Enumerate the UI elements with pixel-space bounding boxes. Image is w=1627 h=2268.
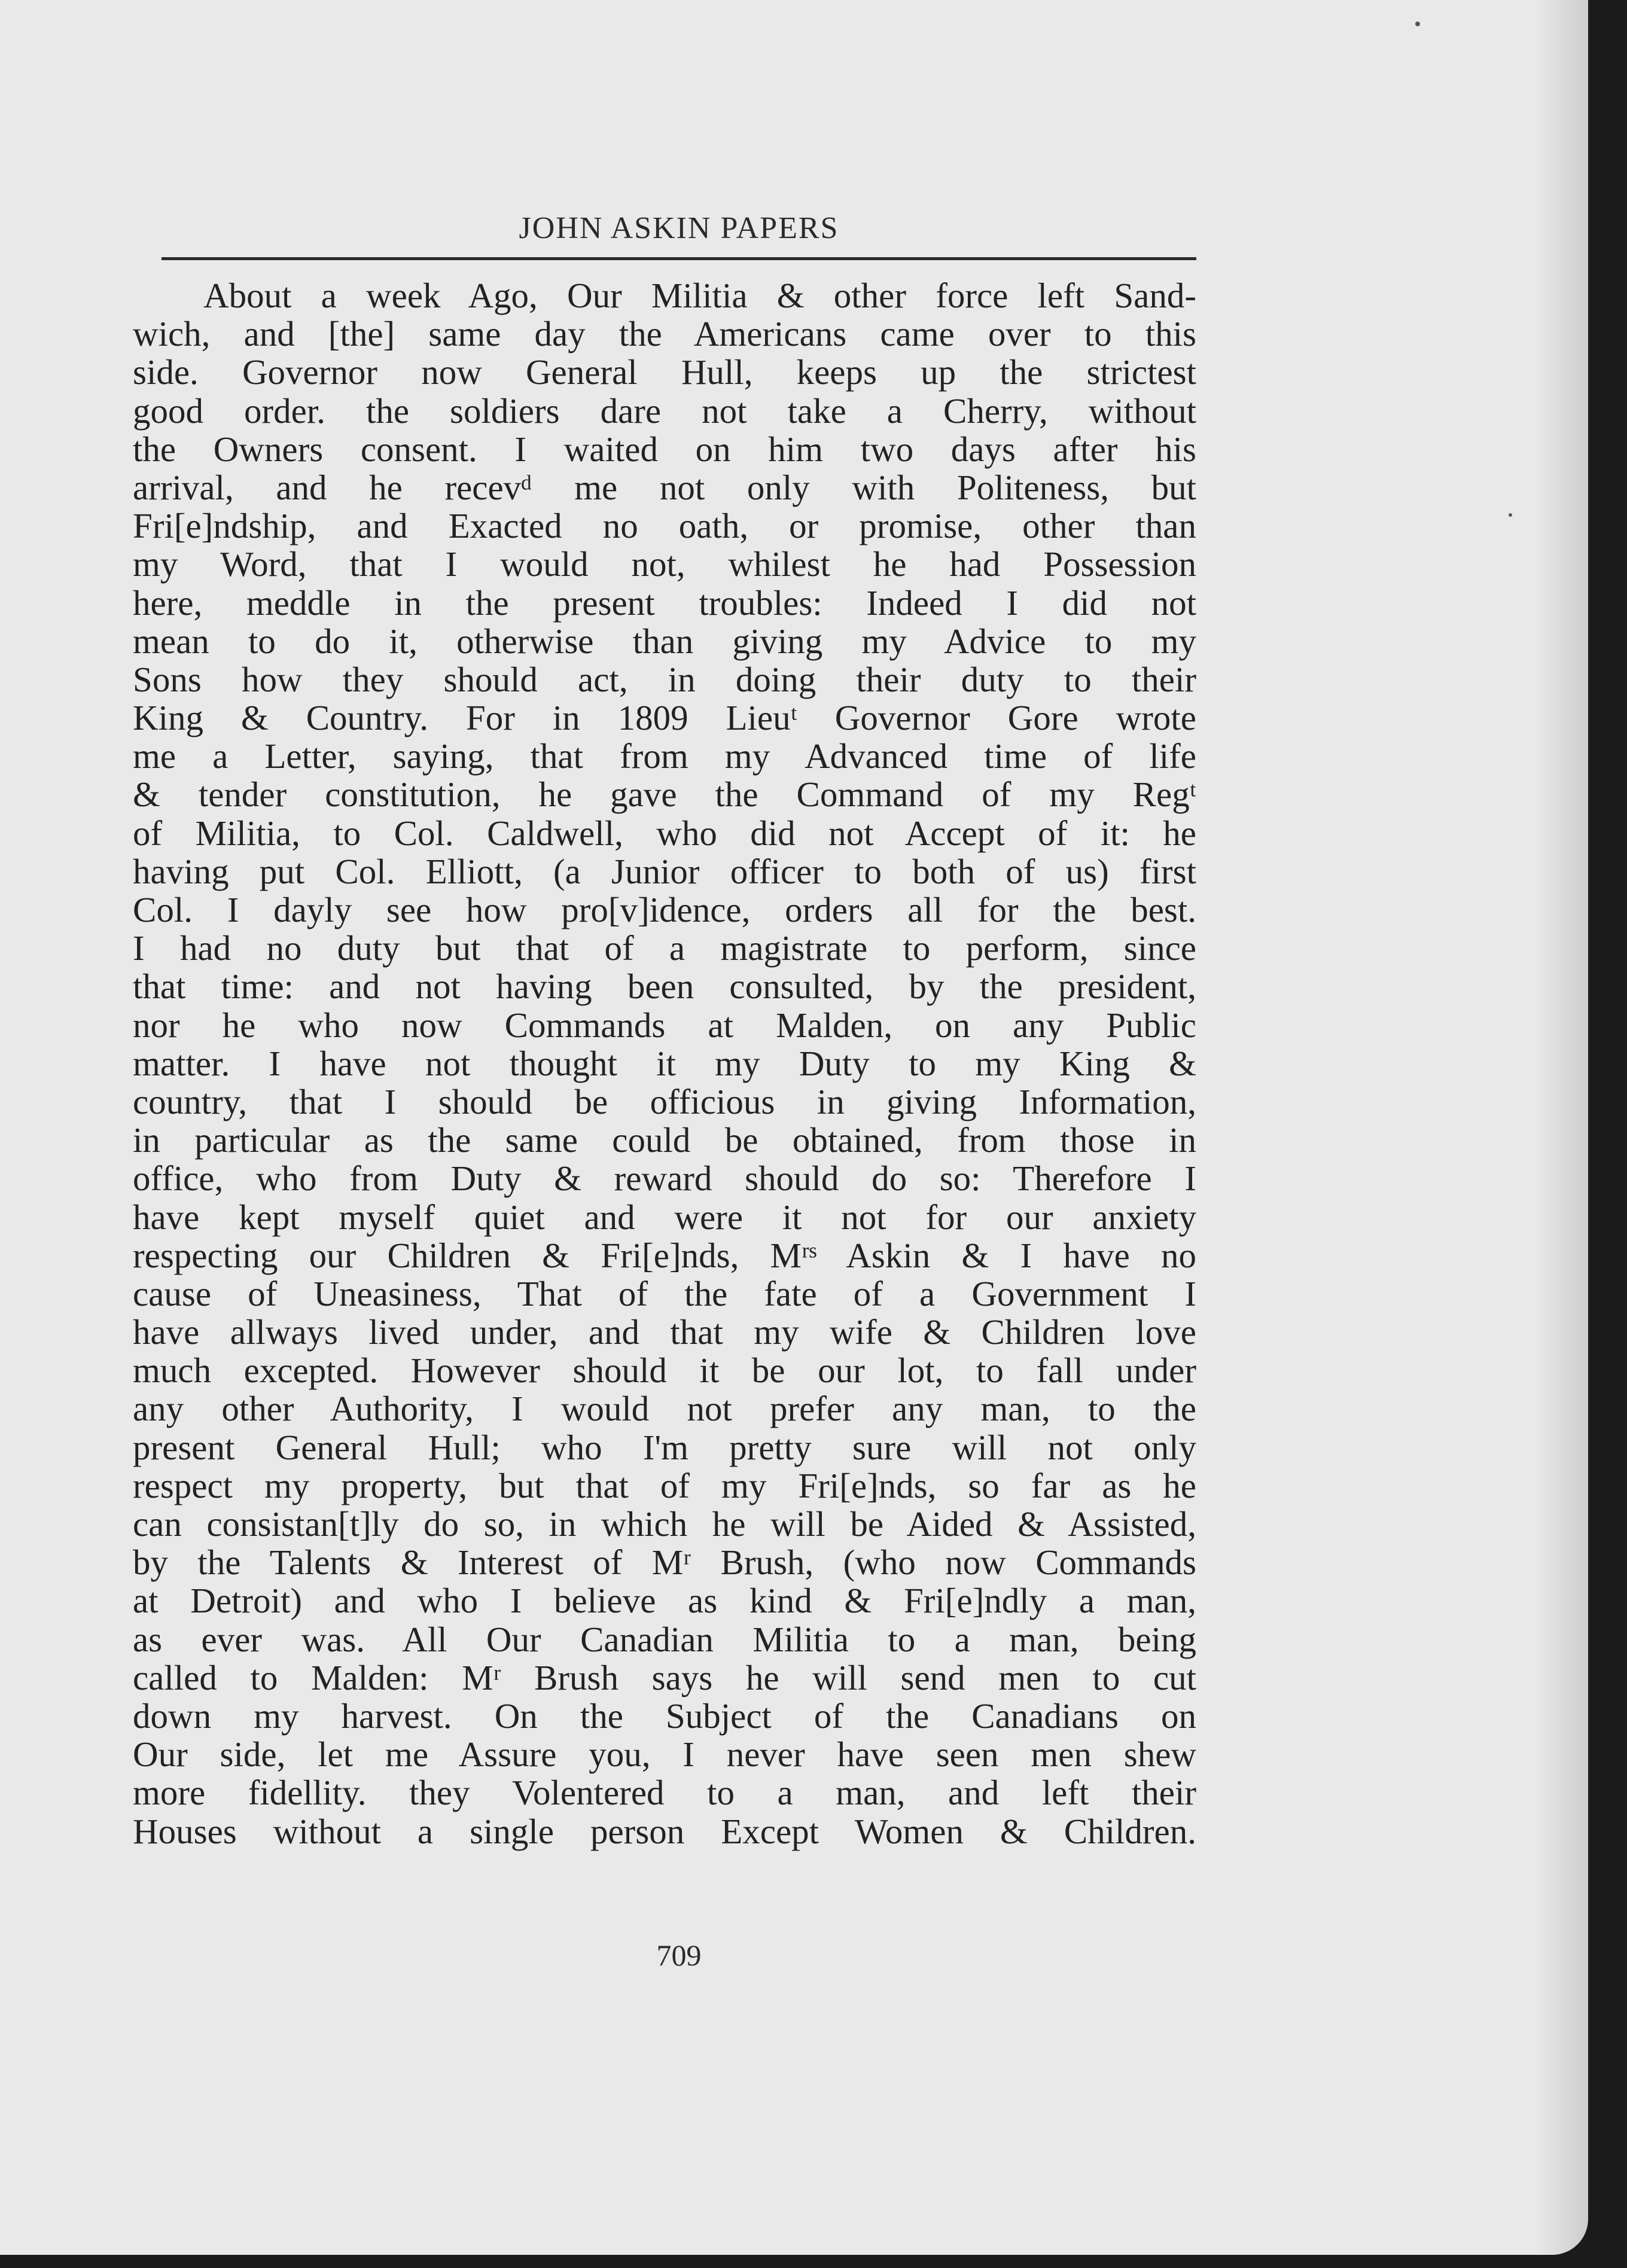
text-line: & tender constitution, he gave the Command of my Regᵗ xyxy=(133,775,1196,815)
text-line: more fidellity. they Volentered to a man, and left their xyxy=(133,1773,1196,1813)
text-line: wich, and [the] same day the Americans came over to this xyxy=(133,314,1196,354)
text-line: at Detroit) and who I believe as kind & Fri[e]ndly a man, xyxy=(133,1581,1196,1621)
text-line: of Militia, to Col. Caldwell, who did not Accept of it: he xyxy=(133,813,1196,853)
text-line: respecting our Children & Fri[e]nds, Mʳˢ Askin & I have no xyxy=(133,1235,1196,1275)
text-line: mean to do it, otherwise than giving my Advice to my xyxy=(133,621,1196,661)
text-line: arrival, and he recevᵈ me not only with Politeness, but xyxy=(133,467,1196,507)
text-line: here, meddle in the present troubles: Indeed I did not xyxy=(133,583,1196,623)
text-line: I had no duty but that of a magistrate to perform, since xyxy=(133,928,1196,968)
text-line: nor he who now Commands at Malden, on any Public xyxy=(133,1005,1196,1045)
text-line: called to Malden: Mʳ Brush says he will send men to cut xyxy=(133,1657,1196,1697)
text-line: country, that I should be officious in giving Information, xyxy=(133,1081,1196,1121)
text-line: Our side, let me Assure you, I never have seen men shew xyxy=(133,1734,1196,1775)
text-line: have allways lived under, and that my wife & Children love xyxy=(133,1312,1196,1352)
text-line: me a Letter, saying, that from my Advanced time of life xyxy=(133,736,1196,776)
text-line: Col. I dayly see how pro[v]idence, orders all for the best. xyxy=(133,890,1196,929)
text-line: the Owners consent. I waited on him two days after his xyxy=(133,429,1196,469)
text-line: cause of Uneasiness, That of the fate of a Government I xyxy=(133,1273,1196,1313)
text-line: Fri[e]ndship, and Exacted no oath, or promise, other than xyxy=(133,506,1196,546)
text-line: any other Authority, I would not prefer any man, to the xyxy=(133,1389,1196,1429)
header-rule xyxy=(162,257,1196,260)
text-line: my Word, that I would not, whilest he had Possession xyxy=(133,544,1196,584)
body-text xyxy=(133,276,1196,1851)
text-line: having put Col. Elliott, (a Junior officer to both of us) first xyxy=(133,851,1196,891)
text-line: by the Talents & Interest of Mʳ Brush, (who now Commands xyxy=(133,1543,1196,1583)
text-line: as ever was. All Our Canadian Militia to a man, being xyxy=(133,1619,1196,1659)
text-line: About a week Ago, Our Militia & other force left Sand- xyxy=(203,276,1196,315)
text-line: can consistan[t]ly do so, in which he will be Aided & Assisted, xyxy=(133,1504,1196,1544)
running-header: JOHN ASKIN PAPERS xyxy=(519,211,839,245)
text-line: matter. I have not thought it my Duty to my King & xyxy=(133,1043,1196,1083)
text-line: have kept myself quiet and were it not for our anxiety xyxy=(133,1197,1196,1237)
paper-speck xyxy=(1509,513,1512,517)
text-line: respect my property, but that of my Fri[e]nds, so far as he xyxy=(133,1465,1196,1505)
text-line: present General Hull; who I'm pretty sure will not only xyxy=(133,1427,1196,1467)
text-line: office, who from Duty & reward should do so: Therefore I xyxy=(133,1159,1196,1199)
text-line: that time: and not having been consulted, by the president, xyxy=(133,967,1196,1007)
text-line: down my harvest. On the Subject of the Canadians on xyxy=(133,1696,1196,1736)
text-line: side. Governor now General Hull, keeps up the strictest xyxy=(133,352,1196,392)
paper-speck xyxy=(1415,22,1420,26)
text-line: good order. the soldiers dare not take a Cherry, without xyxy=(133,391,1196,431)
text-line: Houses without a single person Except Women & Children. xyxy=(133,1811,1196,1851)
page-number: 709 xyxy=(656,1938,702,1972)
text-line: King & Country. For in 1809 Lieuᵗ Governor Gore wrote xyxy=(133,698,1196,738)
text-line: in particular as the same could be obtained, from those in xyxy=(133,1120,1196,1160)
text-line: much excepted. However should it be our lot, to fall under xyxy=(133,1351,1196,1391)
text-line: Sons how they should act, in doing their duty to their xyxy=(133,659,1196,699)
